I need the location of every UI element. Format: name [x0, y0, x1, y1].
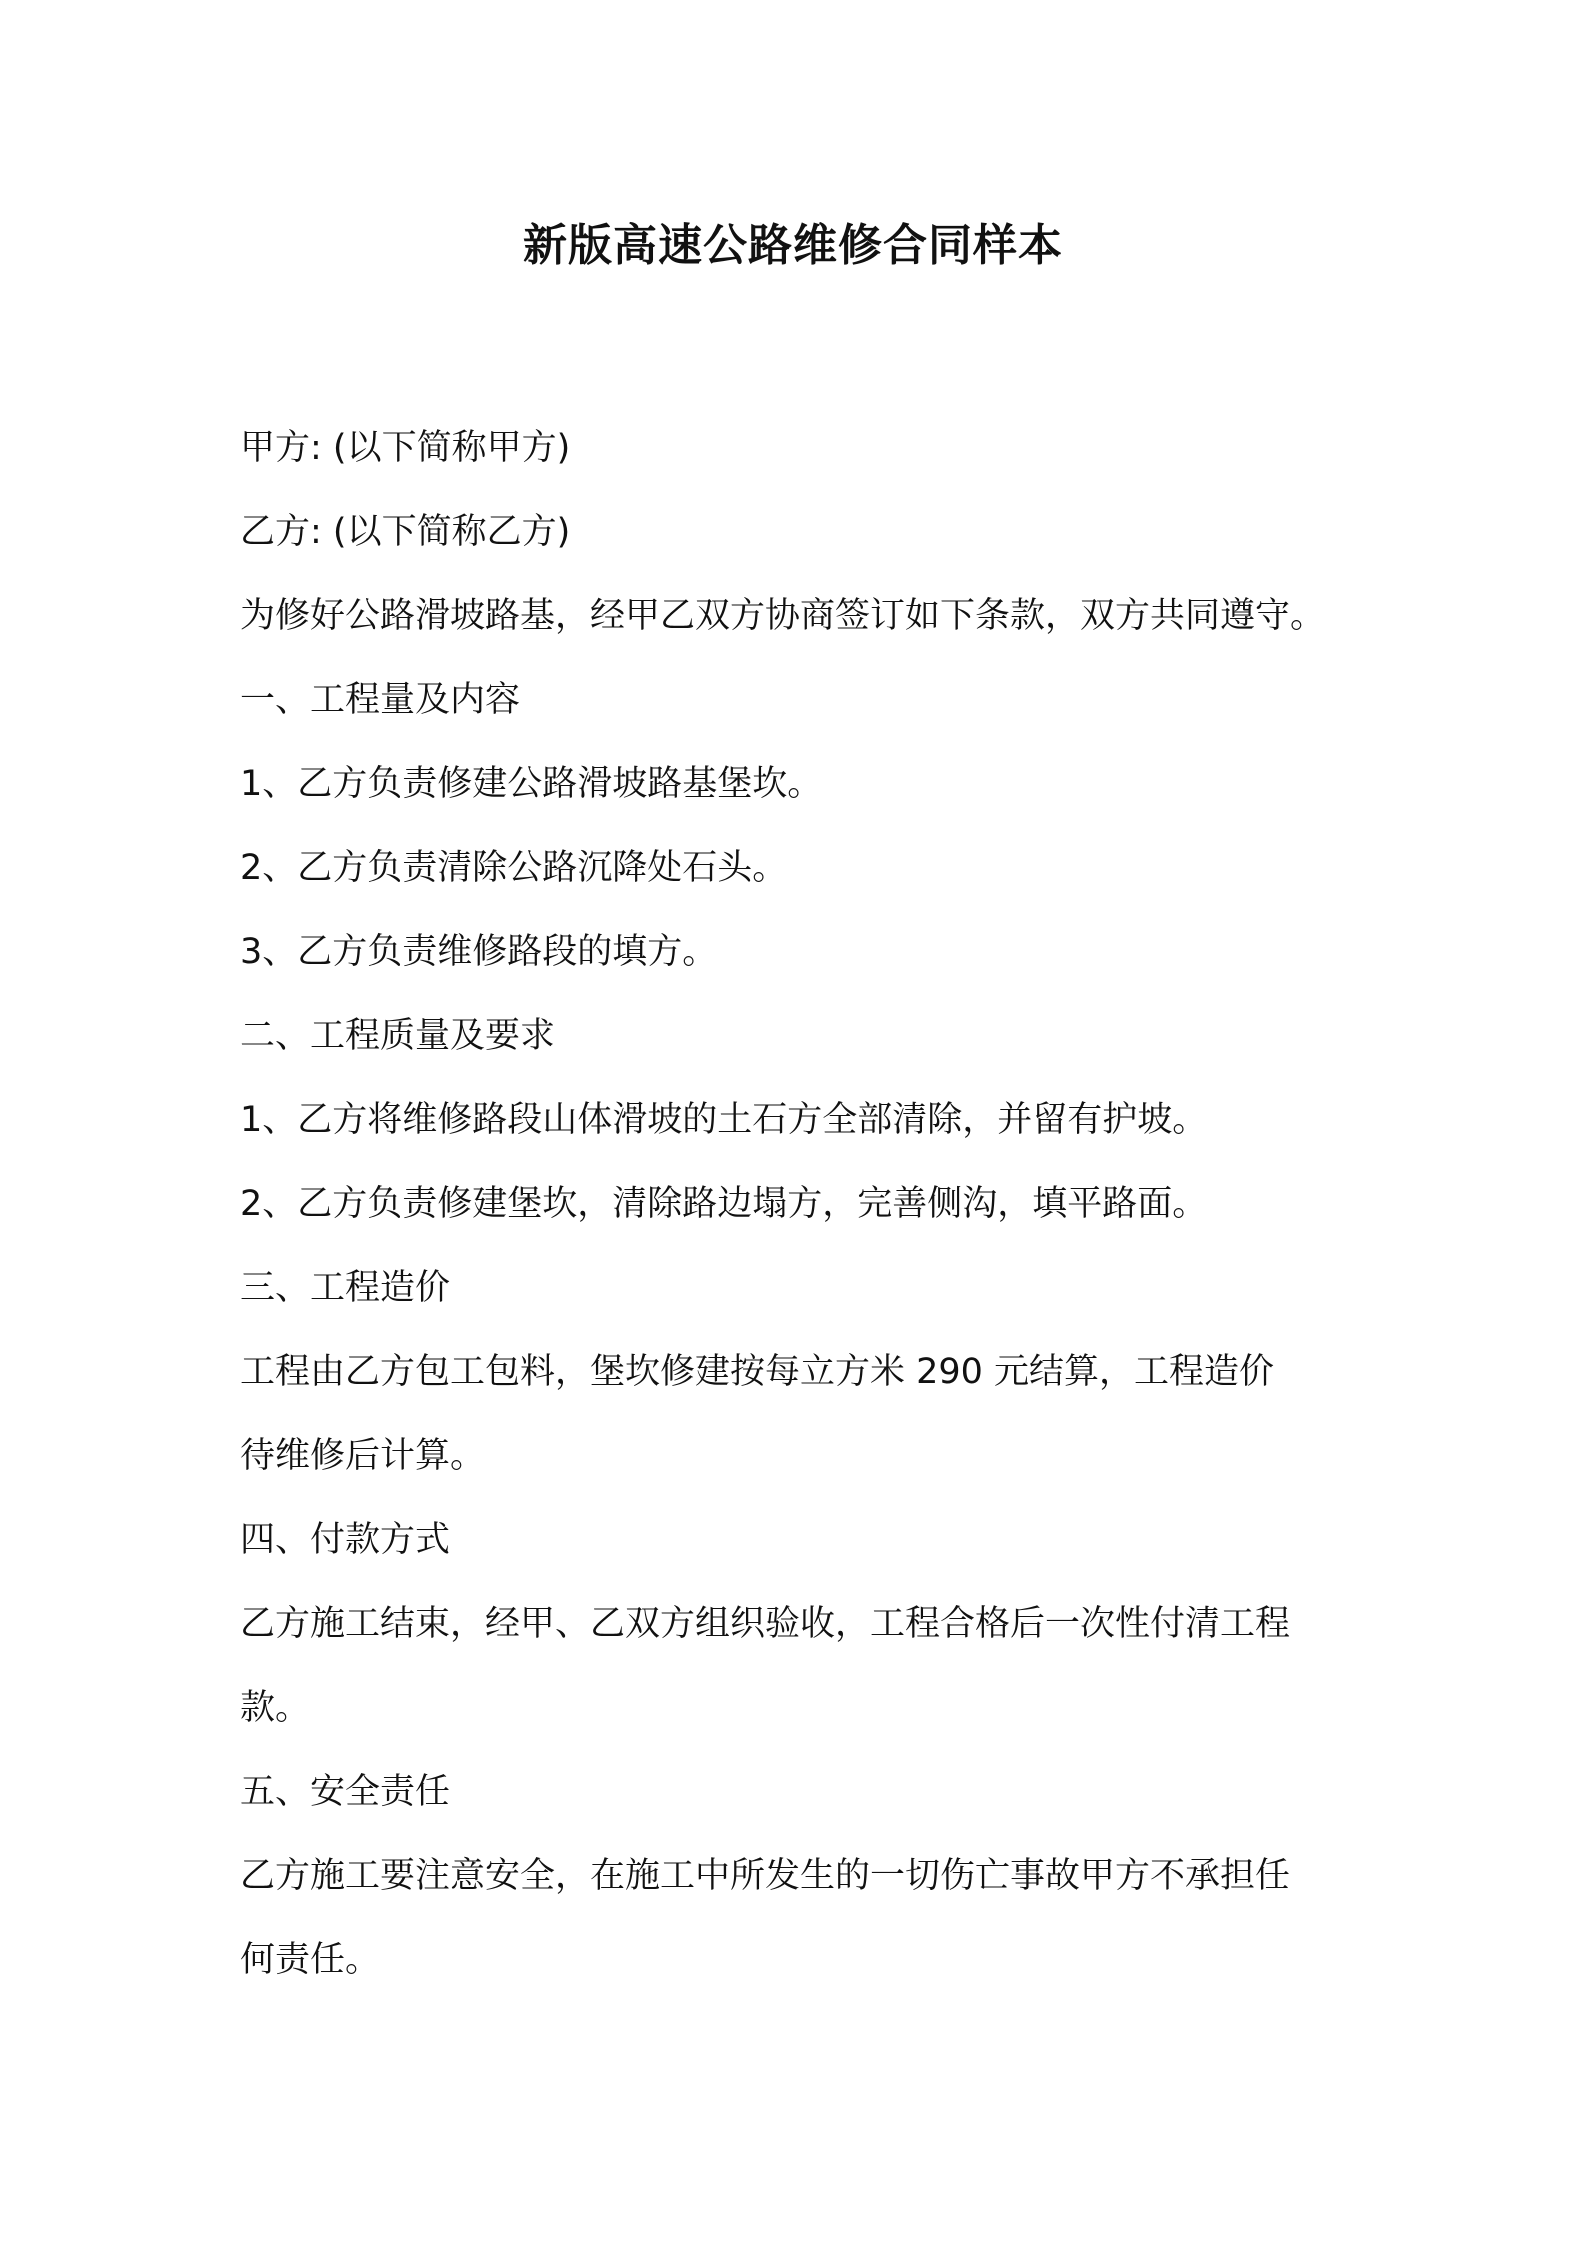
section-heading-safety: 五、安全责任	[240, 1772, 451, 1812]
scope-item-2: 2、乙方负责清除公路沉降处石头。	[240, 848, 788, 888]
quality-item-2: 2、乙方负责修建堡坎，清除路边塌方，完善侧沟，填平路面。	[240, 1184, 1208, 1224]
payment-paragraph-line-2: 款。	[240, 1688, 311, 1728]
quality-item-1: 1、乙方将维修路段山体滑坡的土石方全部清除，并留有护坡。	[240, 1100, 1208, 1140]
party-a-line: 甲方: (以下简称甲方)	[240, 428, 571, 468]
scope-item-1: 1、乙方负责修建公路滑坡路基堡坎。	[240, 764, 823, 804]
safety-paragraph-line-1: 乙方施工要注意安全，在施工中所发生的一切伤亡事故甲方不承担任	[240, 1856, 1291, 1896]
scope-item-3: 3、乙方负责维修路段的填方。	[240, 932, 718, 972]
document-body	[240, 406, 1360, 2002]
section-heading-cost: 三、工程造价	[240, 1268, 451, 1308]
section-heading-payment: 四、付款方式	[240, 1520, 451, 1560]
section-heading-quality: 二、工程质量及要求	[240, 1016, 556, 1056]
safety-paragraph-line-2: 何责任。	[240, 1940, 381, 1980]
preamble-paragraph: 为修好公路滑坡路基，经甲乙双方协商签订如下条款，双方共同遵守。	[240, 596, 1326, 636]
document-title: 新版高速公路维修合同样本	[523, 220, 1063, 271]
section-heading-scope: 一、工程量及内容	[240, 680, 521, 720]
cost-paragraph-line-2: 待维修后计算。	[240, 1436, 486, 1476]
cost-paragraph-line-1: 工程由乙方包工包料，堡坎修建按每立方米 290 元结算，工程造价	[240, 1352, 1275, 1392]
party-b-line: 乙方: (以下简称乙方)	[240, 512, 571, 552]
payment-paragraph-line-1: 乙方施工结束，经甲、乙双方组织验收，工程合格后一次性付清工程	[240, 1604, 1291, 1644]
